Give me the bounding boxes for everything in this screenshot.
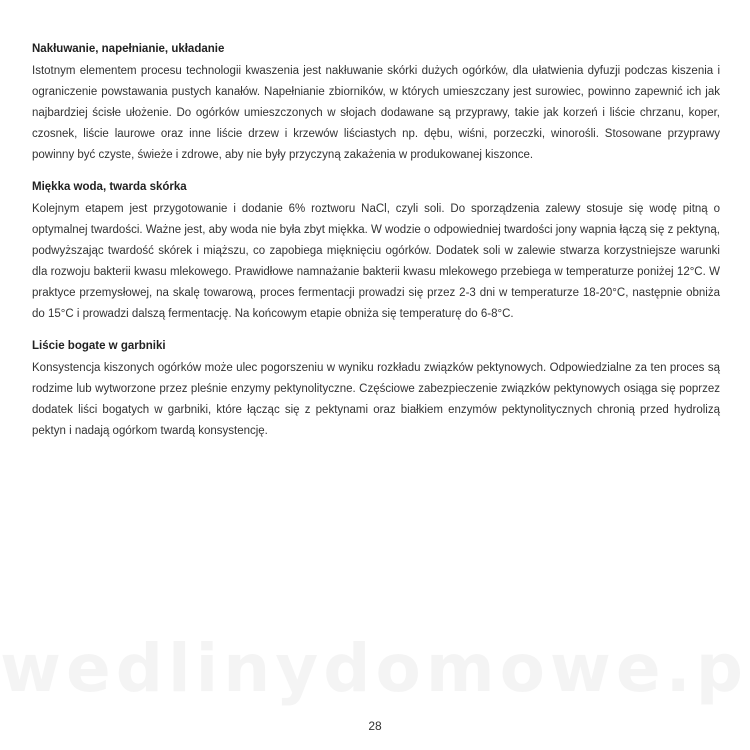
section-garbniki — [32, 336, 720, 442]
section-paragraph: Istotnym elementem procesu technologii kwaszenia jest nakłuwanie skórki dużych ogórków, dla ułatwienia dyfuzji podczas kiszenia i ograniczenie powstawania pustych kanałów. Napełnianie zbiorników, w których umieszczany jest surowiec, powinno zapewnić ich jak najbardziej ścisłe ułożenie. Do ogórków umieszczonych w słojach dodawane są przyprawy, takie jak korzeń i liście chrzanu, koper, czosnek, liście laurowe oraz inne liście drzew i krzewów liściastych np. dębu, wiśni, porzeczki, winorośli. Stosowane przyprawy powinny być czyste, świeże i zdrowe, aby nie były przyczyną zakażenia w produkowanej kiszonce. — [32, 65, 720, 161]
section-naklucie — [32, 39, 720, 166]
page-content — [32, 39, 720, 453]
section-heading: Nakłuwanie, napełnianie, układanie — [32, 43, 225, 55]
section-paragraph: Konsystencja kiszonych ogórków może ulec pogorszeniu w wyniku rozkładu związków pektynowych. Odpowiedzialne za ten proces są rodzime lub wytworzone przez pleśnie enzymy pektynolityczne. Częściowe zabezpieczenie związków pektynowych osiąga się poprzez dodatek liści bogatych w garbniki, które łącząc się z pektynami oraz białkiem enzymów pektynolitycznych chronią przed hydrolizą pektyn i nadają ogórkom twardą konsystencję. — [32, 362, 720, 437]
page-number: 28 — [368, 719, 382, 733]
section-heading: Miękka woda, twarda skórka — [32, 181, 187, 193]
section-paragraph: Kolejnym etapem jest przygotowanie i dodanie 6% roztworu NaCl, czyli soli. Do sporządzenia zalewy stosuje się wodę pitną o optymalnej twardości. Ważne jest, aby woda nie była zbyt miękka. W wodzie o odpowiedniej twardości jony wapnia łączą się z pektyną, podwyższając twardość skórek i miąższu, co zapobiega mięknięciu ogórków. Dodatek soli w zalewie stwarza korzystniejsze warunki dla rozwoju bakterii kwasu mlekowego. Prawidłowe namnażanie bakterii kwasu mlekowego przebiega w temperaturze poniżej 12°C. W praktyce przemysłowej, na skalę towarową, proces fermentacji prowadzi się przez 2-3 dni w temperaturze 18-20°C, następnie obniża do 15°C i prowadzi dalszą fermentację. Na końcowym etapie obniża się temperaturę do 6-8°C. — [32, 203, 720, 320]
watermark — [0, 630, 750, 707]
section-woda — [32, 177, 720, 325]
section-heading: Liście bogate w garbniki — [32, 340, 166, 352]
